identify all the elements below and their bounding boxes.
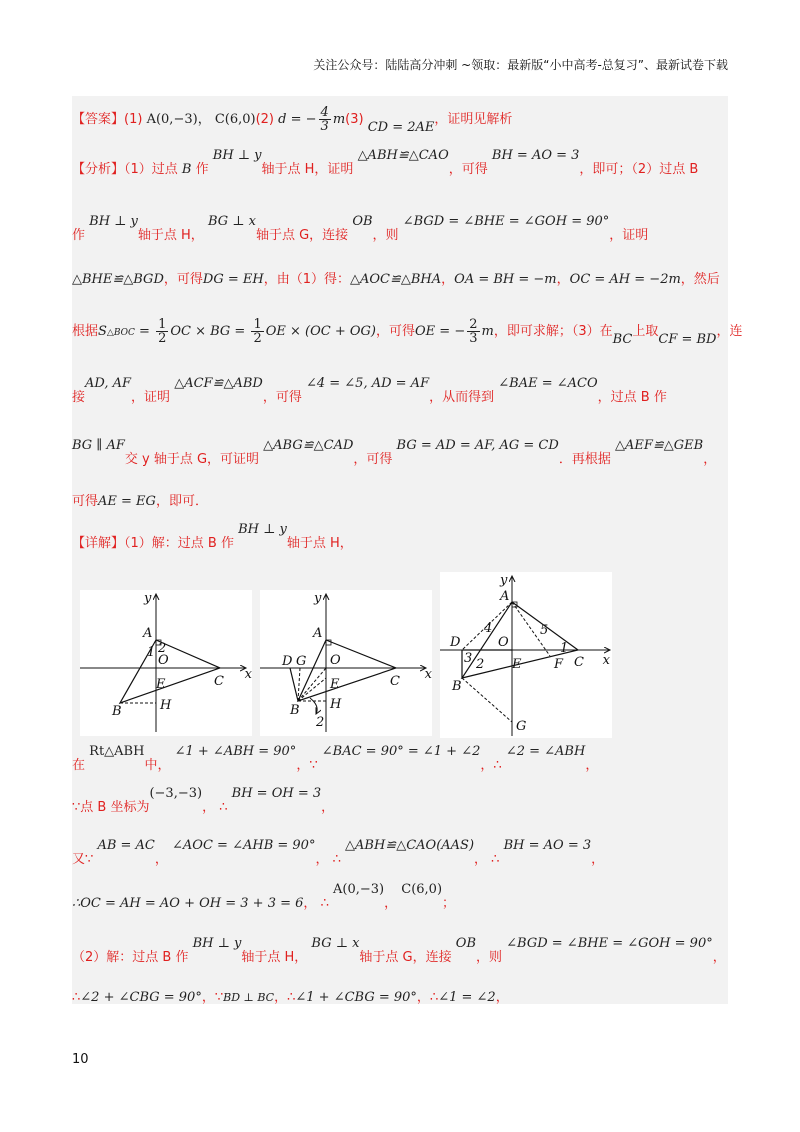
text-seg: 作 [72, 228, 86, 243]
math-seg: OE × (OC + OG) [265, 324, 376, 339]
answer-part1: (1) [124, 112, 143, 127]
text-seg: ，由（1）得： [263, 272, 350, 287]
math-seg: △ACF≌△ABD [174, 376, 263, 391]
text-seg: 轴于点 H， [137, 228, 204, 243]
fig2-O-label: O [330, 653, 341, 668]
math-seg: △AOC≌△BHA [349, 272, 442, 287]
text-seg: ，可得 [448, 162, 488, 177]
text-seg: 可得 [72, 494, 99, 509]
fig1-O-label: O [158, 653, 169, 668]
answer-part2: (2) [255, 112, 275, 127]
text-seg: ，则 [372, 228, 399, 243]
therefore-symbol: ∴ [72, 990, 81, 1005]
text-seg: 轴于点 G，连接 [359, 950, 452, 965]
fig3-E-label: E [512, 657, 522, 672]
text-seg: 作 [191, 162, 209, 177]
text-seg: ， [274, 990, 288, 1005]
math-seg: S [98, 324, 107, 339]
fig2-H-label: H [330, 697, 342, 712]
fig1-B-label: B [112, 704, 122, 719]
therefore-symbol: ∴ [320, 896, 329, 911]
math-seg: BH ⊥ y [238, 522, 287, 537]
detail-row-3 [72, 838, 728, 867]
text-seg: ， [315, 852, 329, 867]
fig3-angle-1: 1 [560, 641, 569, 656]
answer-a-coord: A(0,−3) [146, 112, 198, 127]
math-seg: BC [612, 332, 633, 347]
frac-half: $\frac{1}{2}$ [253, 317, 262, 346]
math-seg: OB [352, 214, 373, 229]
fig3-x-label: x [602, 653, 610, 668]
solution-panel [72, 96, 743, 1005]
text-seg: （1）解：过点 B 作 [124, 536, 234, 551]
fig1-angle-1: 1 [147, 645, 156, 660]
fig2-G-label: G [296, 654, 307, 669]
fig2-E-label: E [330, 677, 340, 692]
math-seg: △BOC [106, 328, 135, 338]
math-seg: BG = AD = AF, AG = CD [396, 438, 559, 453]
math-seg: ∠BAE = ∠ACO [498, 376, 598, 391]
math-seg: △AEF≌△GEB [614, 438, 704, 453]
text-seg: 轴于点 H，证明 [261, 162, 354, 177]
text-seg: （1）过点 [124, 162, 182, 177]
math-seg: △ABH≌△CAO(AAS) [345, 838, 475, 853]
fig3-angle-3: 3 [464, 651, 473, 666]
text-seg: ，可得 [262, 390, 302, 405]
fig1-A-label: A [143, 626, 153, 641]
math-seg: BH = AO = 3 [503, 838, 592, 853]
math-seg: OC = AH = −2m [569, 272, 681, 287]
detail-row-1 [72, 744, 728, 773]
math-seg: OE = − [415, 324, 466, 339]
math-seg: ∠2 = ∠ABH [505, 744, 586, 759]
math-seg: A(0,−3) [332, 882, 385, 897]
math-seg: ∠BGD = ∠BHE = ∠GOH = 90° [506, 936, 713, 951]
because-symbol: ∵ [214, 990, 224, 1005]
math-seg: DG = EH [202, 272, 264, 287]
text-seg: ， [556, 272, 570, 287]
math-seg: BH ⊥ y [192, 936, 242, 951]
text-seg: ，过点 B 作 [597, 390, 667, 405]
fig3-angle-5: 5 [540, 623, 549, 638]
figure-1 [80, 590, 252, 736]
math-seg: BH ⊥ y [212, 148, 262, 163]
text-seg: ， [441, 272, 455, 287]
fig1-H-label: H [160, 698, 172, 713]
page-number: 10 [72, 1052, 89, 1067]
math-seg: ∴OC = AH = AO + OH = 3 + 3 = 6 [72, 896, 304, 911]
math-seg: ∠1 + ∠ABH = 90° [174, 744, 297, 759]
fig3-B-label: B [452, 679, 462, 694]
math-seg: AE = EG [98, 494, 156, 509]
math-seg: BH = OH = 3 [231, 786, 322, 801]
text-seg: ，则 [476, 950, 503, 965]
math-seg: ∠BAC = 90° = ∠1 + ∠2 [321, 744, 481, 759]
fig2-B-label: B [290, 703, 300, 718]
detail-row-4 [72, 882, 728, 911]
fig1-x-label: x [244, 667, 252, 682]
analysis-line-4 [72, 317, 743, 347]
text-seg: 轴于点 H， [241, 950, 308, 965]
text-seg: 又 [72, 852, 86, 867]
math-seg: ∠1 + ∠CBG = 90° [295, 990, 417, 1005]
text-seg: ， [585, 758, 599, 773]
math-seg: ∠2 + ∠CBG = 90° [80, 990, 202, 1005]
math-seg: = [134, 324, 155, 339]
math-seg: ∠4 = ∠5, AD = AF [305, 376, 430, 391]
text-seg: ，从而得到 [429, 390, 495, 405]
math-seg: (−3,−3) [149, 786, 203, 801]
math-seg: OC × BG = [170, 324, 250, 339]
detail-label: 【详解】 [72, 536, 125, 551]
text-seg: ， [201, 990, 215, 1005]
text-seg: ， [296, 758, 310, 773]
fig3-y-label: y [500, 573, 508, 588]
text-seg: ，即可；（2）过点 B [579, 162, 699, 177]
math-seg: △ABH≌△CAO [357, 148, 449, 163]
text-seg: ， [202, 800, 216, 815]
fig2-C-label: C [390, 674, 400, 689]
text-seg: ，即可． [155, 494, 208, 509]
text-seg: 轴于点 G，连接 [255, 228, 349, 243]
detail-row-5 [72, 936, 728, 965]
analysis-label: 【分析】 [72, 162, 125, 177]
answer-d-m: m [332, 112, 346, 127]
math-seg: OB [455, 936, 476, 951]
math-seg: C(6,0) [401, 882, 443, 897]
answer-cd-expr: CD = 2AE [367, 120, 435, 135]
analysis-line-2 [72, 214, 728, 243]
text-seg: ∵点 B 坐标为 [72, 800, 150, 815]
math-seg: △ABG≌△CAD [263, 438, 354, 453]
math-seg: BD ⊥ BC [223, 991, 275, 1004]
fig1-y-label: y [144, 591, 152, 606]
text-seg: ， [712, 950, 726, 965]
figure-3 [440, 572, 612, 738]
figure-2 [260, 590, 432, 736]
figure-row [72, 572, 728, 752]
math-seg: AD, AF [85, 376, 132, 391]
therefore-symbol: ∴ [332, 852, 341, 867]
therefore-symbol: ∴ [491, 852, 500, 867]
fig3-O-label: O [498, 635, 509, 650]
text-seg: ， [495, 990, 509, 1005]
text-seg: ， [321, 800, 335, 815]
therefore-symbol: ∴ [429, 990, 439, 1005]
text-seg: ， [154, 852, 168, 867]
fig1-C-label: C [214, 674, 224, 689]
fig3-F-label: F [554, 657, 564, 672]
text-seg: ．再根据 [558, 452, 611, 467]
fig1-E-label: E [156, 677, 166, 692]
text-seg: ，可得 [376, 324, 416, 339]
text-seg: ，连 [716, 324, 743, 339]
figure-2-diagram [260, 590, 432, 736]
text-seg: ，证明 [609, 228, 649, 243]
detail-row-2 [72, 786, 728, 815]
text-seg: ， [384, 896, 398, 911]
text-seg: ， [591, 852, 605, 867]
because-symbol: ∵ [85, 852, 94, 867]
text-seg: （2）解：过点 B 作 [72, 950, 189, 965]
fig2-D-label: D [282, 654, 293, 669]
math-seg: OA = BH = −m [454, 272, 557, 287]
math-seg: BH = AO = 3 [491, 148, 580, 163]
fig2-y-label: y [314, 591, 322, 606]
text-seg: ， [703, 452, 717, 467]
detail-row-6 [72, 986, 728, 1005]
page-header: 关注公众号：陆陆高分冲刺 ~领取：最新版“小中高考-总复习”、最新试卷下载 [313, 58, 728, 72]
math-seg: ∠1 = ∠2 [438, 990, 496, 1005]
therefore-symbol: ∴ [219, 800, 228, 815]
math-seg: m [481, 324, 494, 339]
text-seg: 接 [72, 390, 86, 405]
figure-1-diagram [80, 590, 252, 736]
text-seg: 在 [72, 758, 86, 773]
fig3-C-label: C [574, 655, 584, 670]
text-seg: 根据 [72, 324, 99, 339]
figure-3-diagram [440, 572, 612, 738]
analysis-line-7 [72, 490, 728, 509]
fig1-angle-2: 2 [158, 641, 167, 656]
analysis-line-3 [72, 268, 728, 287]
fig3-A-label: A [500, 589, 510, 604]
answer-label: 【答案】 [72, 112, 125, 127]
math-seg: CF = BD [658, 332, 717, 347]
math-seg: ∠BGD = ∠BHE = ∠GOH = 90° [402, 214, 610, 229]
fig2-angle-2: 2 [316, 715, 325, 730]
fig3-angle-4: 4 [484, 621, 493, 636]
text-seg: ，可得 [163, 272, 203, 287]
fig2-A-label: A [313, 626, 323, 641]
math-seg: BG ⊥ x [207, 214, 256, 229]
answer-line: 【答案】(1) A(0,−3)， C(6,0)(2) d = − $\frac{4}{3}$ m(3) CD = 2AE，证明见解析 [72, 105, 513, 135]
text-seg: ，即可求解；（3）在 [493, 324, 613, 339]
text-seg: ，证明 [131, 390, 171, 405]
text-seg: 上取 [632, 324, 659, 339]
therefore-symbol: ∴ [493, 758, 502, 773]
answer-d-expr: d = − [278, 112, 317, 127]
text-seg: ， [480, 758, 494, 773]
answer-c-coord: C(6,0) [214, 112, 256, 127]
math-seg: B [181, 162, 192, 177]
fig2-x-label: x [424, 667, 432, 682]
math-seg: BG ∥ AF [72, 438, 125, 453]
text-seg: 中， [144, 758, 171, 773]
answer-part3: (3) [345, 112, 364, 127]
math-seg: BH ⊥ y [89, 214, 138, 229]
fig3-angle-2: 2 [476, 657, 485, 672]
detail-line-1 [72, 522, 728, 551]
text-seg: ， [303, 896, 317, 911]
text-seg: 交 y 轴于点 G，可证明 [124, 452, 260, 467]
answer-tail: ，证明见解析 [434, 112, 513, 127]
text-seg: ， [474, 852, 488, 867]
math-seg: △BHE≌△BGD [72, 272, 164, 287]
analysis-line-1 [72, 148, 728, 177]
text-seg: ，然后 [680, 272, 720, 287]
frac-half: $\frac{1}{2}$ [158, 317, 167, 346]
fig3-G-label: G [516, 719, 527, 734]
frac-two-thirds: $\frac{2}{3}$ [469, 317, 478, 346]
fig3-D-label: D [450, 635, 461, 650]
analysis-line-5 [72, 376, 728, 405]
math-seg: Rt△ABH [89, 744, 145, 759]
math-seg: ∠AOC = ∠AHB = 90° [172, 838, 316, 853]
text-seg: ，可得 [353, 452, 393, 467]
therefore-symbol: ∴ [287, 990, 296, 1005]
text-seg: ； [442, 896, 456, 911]
math-seg: BG ⊥ x [311, 936, 360, 951]
because-symbol: ∵ [309, 758, 318, 773]
math-seg: AB = AC [97, 838, 155, 853]
analysis-line-6 [72, 438, 728, 467]
text-seg: ， [416, 990, 430, 1005]
answer-d-frac: $\frac{4}{3}$ [320, 105, 329, 134]
text-seg: 轴于点 H， [286, 536, 353, 551]
